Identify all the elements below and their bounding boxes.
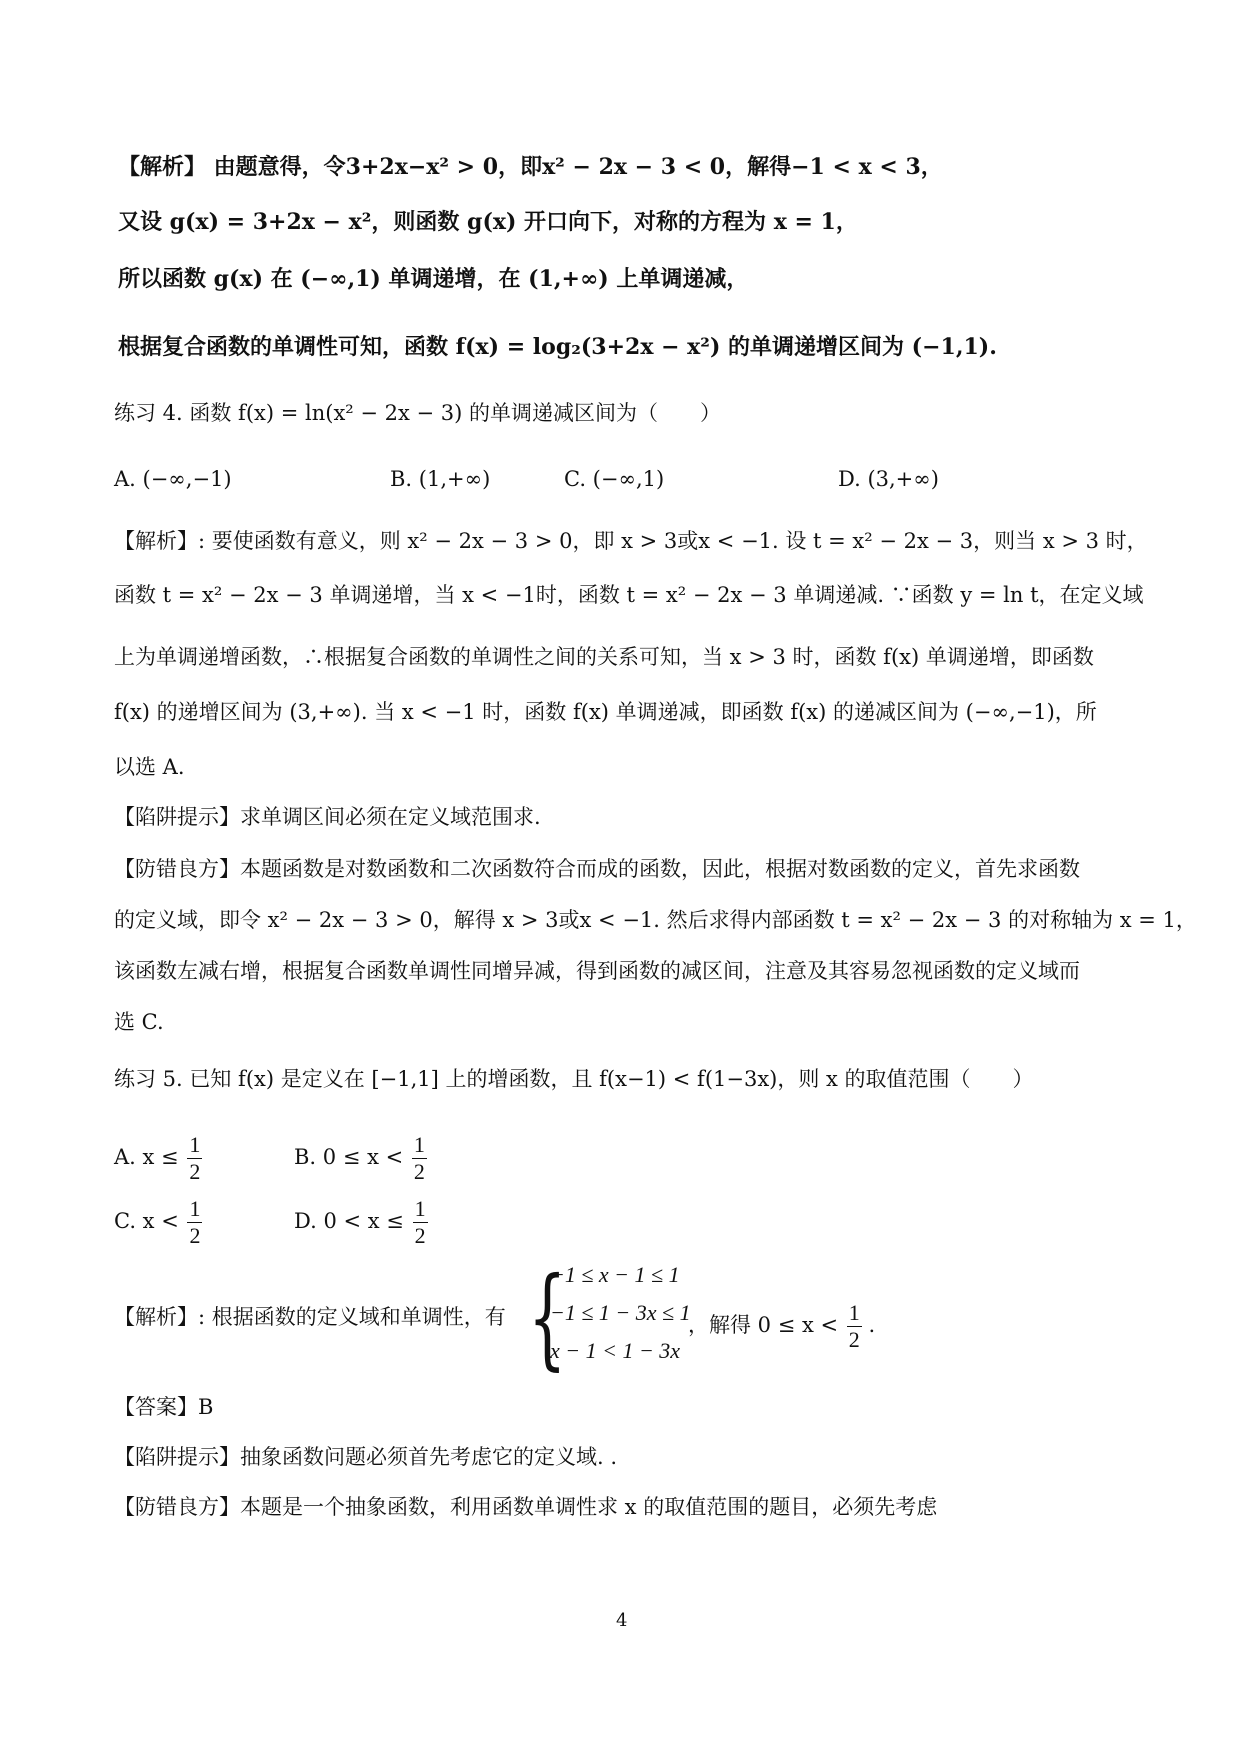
exercise-4-analysis-line-5: 以选 A. — [114, 755, 185, 779]
fraction-denominator: 2 — [413, 1159, 425, 1184]
option-b-prefix: B. 0 ≤ x < — [294, 1145, 404, 1169]
exercise-4-analysis-line-3: 上为单调递增函数，∴根据复合函数的单调性之间的关系可知，当 x > 3 时，函数 f(x) 单调递增，即函数 — [114, 645, 1094, 669]
system-row-1: −1 ≤ x − 1 ≤ 1 — [550, 1262, 680, 1287]
fraction-one-half — [413, 1196, 428, 1249]
exercise-5-option-a — [114, 1132, 202, 1185]
fraction-denominator: 2 — [189, 1223, 201, 1248]
exercise-4-option-a: A. (−∞,−1) — [114, 467, 232, 491]
exercise-5-tips: 【防错良方】本题是一个抽象函数，利用函数单调性求 x 的取值范围的题目，必须先考虑 — [114, 1495, 938, 1519]
exercise-4-tips-line-1: 【防错良方】本题函数是对数函数和二次函数符合而成的函数，因此，根据对数函数的定义，首先求函数 — [114, 857, 1080, 881]
analysis-line-4: 根据复合函数的单调性可知，函数 f(x) = log₂(3+2x − x²) 的单调递增区间为 (−1,1). — [118, 334, 997, 360]
fraction-numerator: 1 — [414, 1196, 426, 1221]
exercise-4-analysis-line-4: f(x) 的递增区间为 (3,+∞). 当 x < −1 时，函数 f(x) 单调递减，即函数 f(x) 的递减区间为 (−∞,−1)，所 — [114, 700, 1097, 724]
exercise-5-answer: 【答案】B — [114, 1395, 214, 1419]
fraction-numerator: 1 — [413, 1132, 425, 1157]
exercise-4-option-c: C. (−∞,1) — [564, 467, 665, 491]
exercise-4-analysis-line-2: 函数 t = x² − 2x − 3 单调递增，当 x < −1时，函数 t = x² − 2x − 3 单调递减. ∵函数 y = ln t，在定义域 — [114, 583, 1144, 607]
system-row-2: −1 ≤ 1 − 3x ≤ 1 — [550, 1300, 691, 1325]
exercise-4-option-b: B. (1,+∞) — [390, 467, 491, 491]
exercise-4-tips-line-3: 该函数左减右增，根据复合函数单调性同增异减，得到函数的减区间，注意及其容易忽视函数的定义域而 — [114, 959, 1080, 983]
fraction-one-half — [412, 1132, 427, 1185]
option-c-prefix: C. x < — [114, 1209, 179, 1233]
system-row-3: x − 1 < 1 − 3x — [550, 1338, 681, 1363]
exercise-5-option-c — [114, 1196, 202, 1249]
exercise-5-analysis-prefix: 【解析】: 根据函数的定义域和单调性，有 — [114, 1305, 506, 1329]
option-d-prefix: D. 0 < x ≤ — [294, 1209, 404, 1233]
fraction-denominator: 2 — [189, 1159, 201, 1184]
option-a-prefix: A. x ≤ — [114, 1145, 179, 1169]
exercise-4-tips-line-4: 选 C. — [114, 1010, 164, 1034]
exercise-5-option-b — [294, 1132, 427, 1185]
fraction-numerator: 1 — [189, 1132, 201, 1157]
analysis-end: . — [868, 1313, 876, 1337]
fraction-denominator: 2 — [848, 1327, 860, 1352]
exercise-4-tips-line-2: 的定义域，即令 x² − 2x − 3 > 0，解得 x > 3或x < −1. 然后求得内部函数 t = x² − 2x − 3 的对称轴为 x = 1， — [114, 908, 1197, 932]
fraction-one-half — [187, 1196, 202, 1249]
fraction-one-half — [187, 1132, 202, 1185]
exercise-4-analysis-line-1: 【解析】: 要使函数有意义，则 x² − 2x − 3 > 0，即 x > 3或x < −1. 设 t = x² − 2x − 3，则当 x > 3 时， — [114, 529, 1148, 553]
exercise-5-trap-tip: 【陷阱提示】抽象函数问题必须首先考虑它的定义域. . — [114, 1445, 618, 1469]
inequality-system — [528, 1253, 691, 1381]
fraction-one-half — [847, 1300, 862, 1353]
analysis-line-1: 【解析】 由题意得，令3+2x−x² > 0，即x² − 2x − 3 < 0，解得−1 < x < 3， — [118, 154, 943, 180]
fraction-numerator: 1 — [848, 1300, 860, 1325]
exercise-5-question: 练习 5. 已知 f(x) 是定义在 [−1,1] 上的增函数，且 f(x−1) < f(1−3x)，则 x 的取值范围（ ） — [114, 1067, 1034, 1091]
exercise-4-option-d: D. (3,+∞) — [838, 467, 939, 491]
fraction-denominator: 2 — [414, 1223, 426, 1248]
exercise-5-analysis-suffix — [688, 1300, 875, 1353]
analysis-suffix-text: ，解得 0 ≤ x < — [688, 1313, 839, 1337]
exercise-5-option-d — [294, 1196, 428, 1249]
left-brace-icon: { — [528, 1253, 567, 1381]
page-number: 4 — [616, 1610, 628, 1631]
fraction-numerator: 1 — [189, 1196, 201, 1221]
analysis-line-3: 所以函数 g(x) 在 (−∞,1) 单调递增，在 (1,+∞) 上单调递减， — [118, 266, 749, 292]
analysis-line-2: 又设 g(x) = 3+2x − x²，则函数 g(x) 开口向下，对称的方程为 x = 1， — [118, 209, 858, 235]
exercise-4-question: 练习 4. 函数 f(x) = ln(x² − 2x − 3) 的单调递减区间为（ ） — [114, 401, 722, 425]
exercise-4-trap-tip: 【陷阱提示】求单调区间必须在定义域范围求. — [114, 805, 541, 829]
